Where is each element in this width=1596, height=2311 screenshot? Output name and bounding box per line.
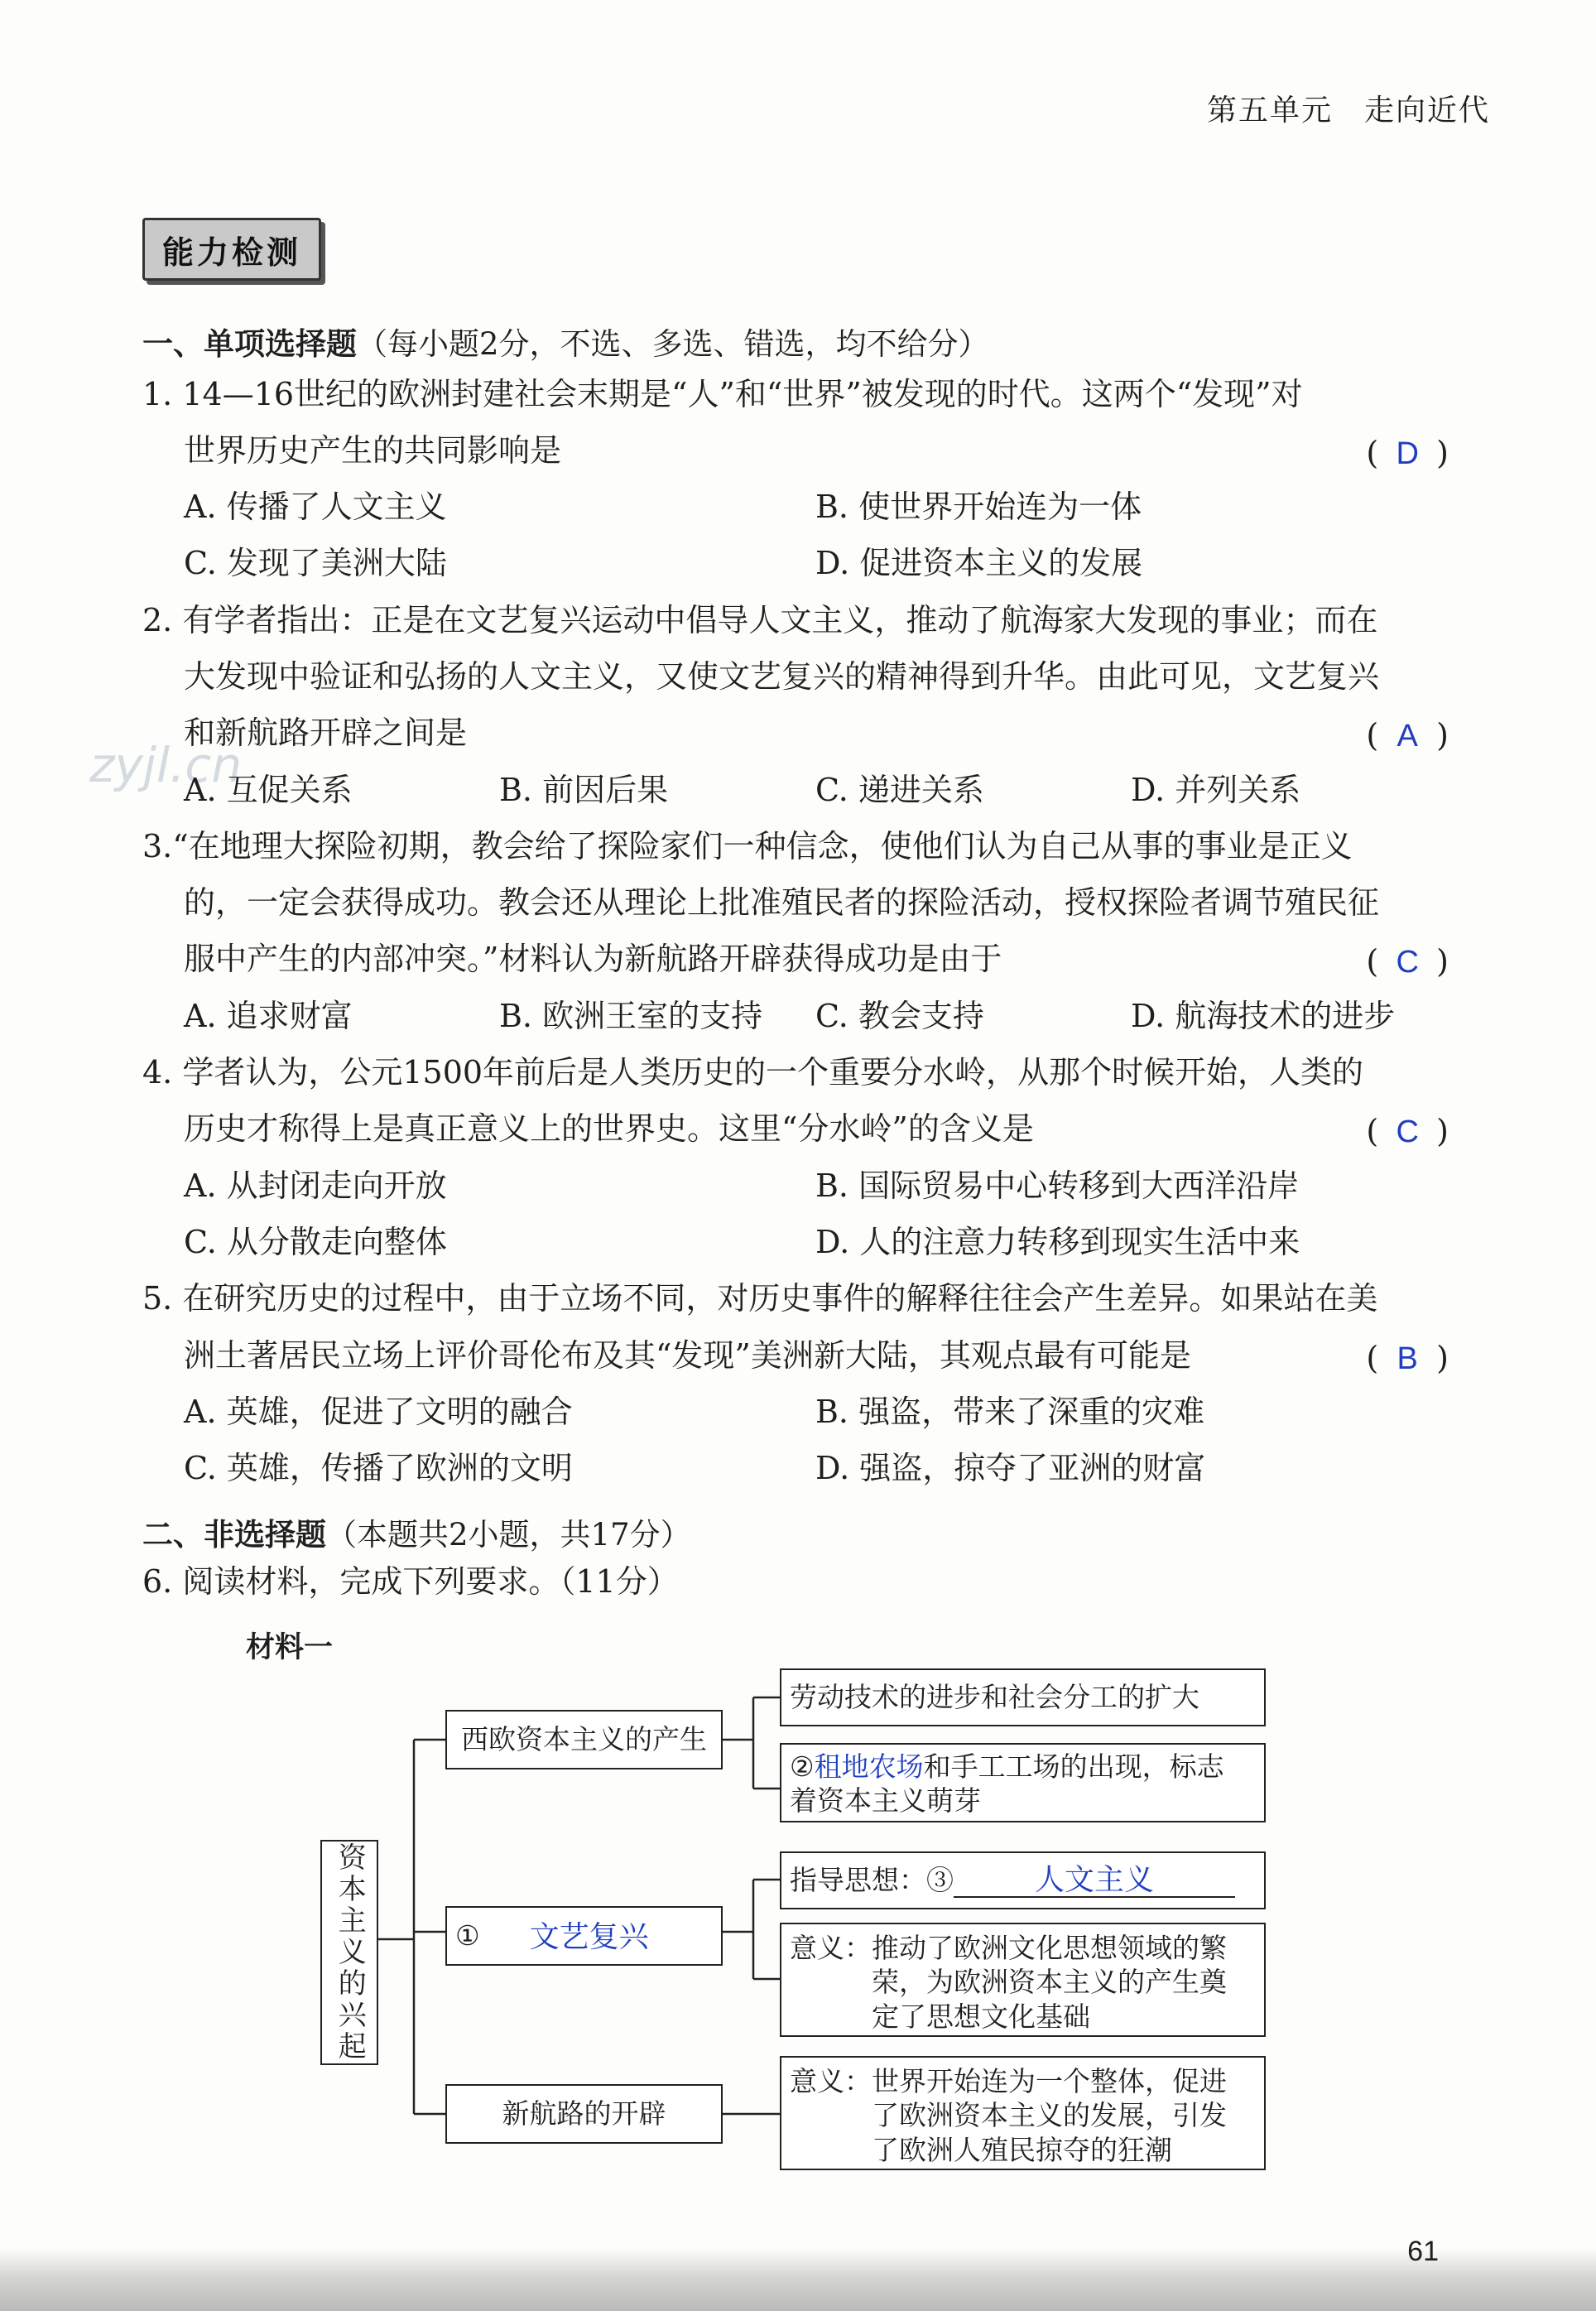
- q1-option-d: D. 促进资本主义的发展: [815, 545, 1143, 581]
- diagram-branch2-detail2-label: 意义：: [790, 1932, 872, 1964]
- diagram-root-label: 资本主义的兴起: [333, 1842, 367, 2063]
- q1-line1: 1. 14—16世纪的欧洲封建社会末期是“人”和“世界”被发现的时代。这两个“发现”对: [142, 376, 1303, 412]
- q5-answer-bracket: ( B ): [1366, 1340, 1449, 1376]
- q2-answer-bracket: ( A ): [1366, 717, 1449, 753]
- q4-line2: 历史才称得上是真正意义上的世界史。这里“分水岭”的含义是: [184, 1110, 1034, 1147]
- section-badge: 能力检测: [142, 218, 321, 281]
- diagram-branch2-detail1: [780, 1851, 1266, 1909]
- material-label: 材料一: [246, 1631, 334, 1664]
- diagram-branch2-detail2-line1: 推动了欧洲文化思想领域的繁: [872, 1932, 1227, 1964]
- q1-answer: D: [1396, 436, 1419, 471]
- diagram-branch1-detail2: [780, 1743, 1266, 1822]
- diagram-branch2-detail2: [780, 1923, 1266, 2037]
- page-number: 61: [1407, 2236, 1439, 2267]
- q4-option-d: D. 人的注意力转移到现实生活中来: [815, 1224, 1300, 1260]
- diagram-branch1-detail2-line2: 着资本主义萌芽: [790, 1784, 981, 1818]
- q3-line3: 服中产生的内部冲突。”材料认为新航路开辟获得成功是由于: [184, 941, 1002, 977]
- diagram-branch1-label: 西欧资本主义的产生: [461, 1723, 707, 1756]
- q5-option-d: D. 强盗，掠夺了亚洲的财富: [815, 1450, 1206, 1486]
- q5-option-c: C. 英雄，传播了欧洲的文明: [184, 1450, 573, 1486]
- diagram-branch3-detail: [780, 2056, 1266, 2170]
- q3-line1: 3.“在地理大探险初期，教会给了探险家们一种信念，使他们认为自己从事的事业是正义: [142, 828, 1353, 864]
- section1-heading: 一、单项选择题（每小题2分，不选、多选、错选，均不给分）: [142, 326, 989, 362]
- q4-answer: C: [1396, 1115, 1419, 1149]
- diagram-branch3-detail-line3: 了欧洲人殖民掠夺的狂潮: [872, 2133, 1172, 2166]
- q4-answer-bracket: ( C ): [1366, 1113, 1449, 1149]
- q5-option-b: B. 强盗，带来了深重的灾难: [815, 1394, 1205, 1430]
- q2-option-b: B. 前因后果: [499, 772, 669, 808]
- q2-answer: A: [1396, 719, 1418, 753]
- q6-prompt: 6. 阅读材料，完成下列要求。（11分）: [142, 1563, 679, 1600]
- diagram-branch1-detail1-text: 劳动技术的进步和社会分工的扩大: [790, 1681, 1199, 1714]
- diagram-branch3-box: [445, 2084, 723, 2144]
- q5-line2: 洲土著居民立场上评价哥伦布及其“发现”美洲新大陆，其观点最有可能是: [184, 1337, 1191, 1374]
- q2-line3: 和新航路开辟之间是: [184, 715, 468, 751]
- diagram-blank-3-answer: 人文主义: [954, 1863, 1235, 1898]
- q1-option-c: C. 发现了美洲大陆: [184, 545, 447, 581]
- watermark: zyjl.cn: [89, 737, 243, 793]
- diagram-blank-2-answer: 租地农场: [814, 1751, 924, 1782]
- diagram-blank-3-label: 指导思想：③: [790, 1864, 954, 1897]
- diagram-blank-1-answer: 文艺复兴: [529, 1919, 649, 1953]
- running-header: 第五单元 走向近代: [1206, 94, 1490, 128]
- q4-line1: 4. 学者认为，公元1500年前后是人类历史的一个重要分水岭，从那个时候开始，人类的: [142, 1054, 1364, 1091]
- q3-answer-bracket: ( C ): [1366, 943, 1449, 980]
- q2-line1: 2. 有学者指出：正是在文艺复兴运动中倡导人文主义，推动了航海家大发现的事业；而在: [142, 602, 1378, 638]
- q1-answer-bracket: ( D ): [1366, 435, 1449, 471]
- q3-option-d: D. 航海技术的进步: [1131, 998, 1396, 1034]
- q2-option-d: D. 并列关系: [1131, 772, 1301, 808]
- q3-line2: 的，一定会获得成功。教会还从理论上批准殖民者的探险活动，授权探险者调节殖民征: [184, 884, 1380, 921]
- diagram-branch2-box: [445, 1906, 723, 1966]
- q3-answer: C: [1396, 945, 1419, 980]
- diagram-branch3-detail-line2: 了欧洲资本主义的发展，引发: [872, 2099, 1227, 2132]
- q2-option-c: C. 递进关系: [815, 772, 984, 808]
- diagram-branch2-detail2-line3: 定了思想文化基础: [872, 2000, 1090, 2033]
- page-footer-shadow: [0, 2248, 1596, 2311]
- diagram-branch1-box: [445, 1710, 723, 1769]
- diagram-branch3-detail-label: 意义：: [790, 2065, 872, 2097]
- q5-answer: B: [1396, 1341, 1418, 1376]
- q2-line2: 大发现中验证和弘扬的人文主义，又使文艺复兴的精神得到升华。由此可见，文艺复兴: [184, 658, 1380, 695]
- q4-option-a: A. 从封闭走向开放: [184, 1168, 447, 1204]
- diagram-blank-1-marker: ①: [455, 1919, 480, 1952]
- diagram-branch3-detail-line1: 世界开始连为一个整体，促进: [872, 2065, 1227, 2097]
- diagram-branch1-detail2-line1: 和手工工场的出现，标志: [923, 1750, 1224, 1783]
- q4-option-c: C. 从分散走向整体: [184, 1224, 447, 1260]
- diagram-branch2-detail2-line2: 荣，为欧洲资本主义的产生奠: [872, 1966, 1227, 1999]
- section2-heading: 二、非选择题（本题共2小题，共17分）: [142, 1517, 691, 1553]
- diagram-blank-2-marker: ②: [790, 1750, 815, 1783]
- q4-option-b: B. 国际贸易中心转移到大西洋沿岸: [815, 1168, 1300, 1204]
- diagram-branch3-label: 新航路的开辟: [502, 2097, 666, 2130]
- q1-option-b: B. 使世界开始连为一体: [815, 489, 1142, 525]
- diagram-root-box: [320, 1840, 378, 2065]
- q1-line2: 世界历史产生的共同影响是: [184, 432, 562, 469]
- q3-option-b: B. 欧洲王室的支持: [499, 998, 763, 1034]
- q3-option-c: C. 教会支持: [815, 998, 984, 1034]
- diagram-branch1-detail1: [780, 1668, 1266, 1726]
- q3-option-a: A. 追求财富: [184, 998, 353, 1034]
- q5-option-a: A. 英雄，促进了文明的融合: [184, 1394, 573, 1430]
- q5-line1: 5. 在研究历史的过程中，由于立场不同，对历史事件的解释往往会产生差异。如果站在美: [142, 1280, 1378, 1317]
- q1-option-a: A. 传播了人文主义: [184, 489, 447, 525]
- q2-option-a: A. 互促关系: [184, 772, 353, 808]
